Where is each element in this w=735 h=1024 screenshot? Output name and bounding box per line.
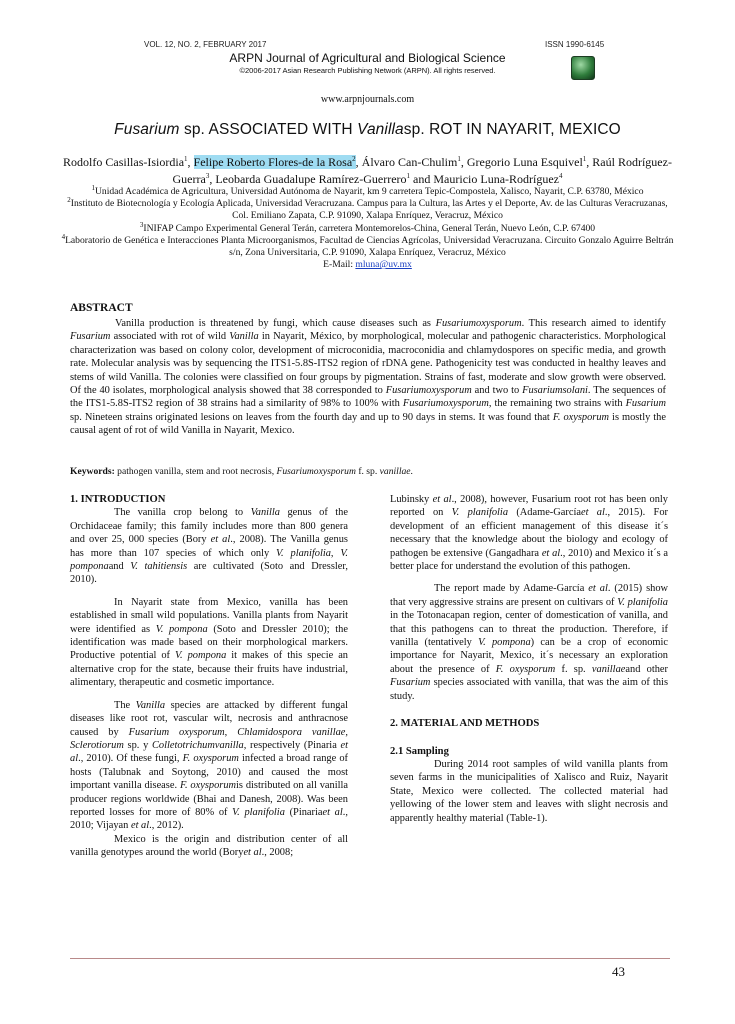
- species-name: V. pompona: [155, 623, 208, 635]
- species-name: V. planifolia: [276, 547, 331, 559]
- species-name: Fusariumoxysporum: [276, 466, 356, 477]
- text: ., 2008), however, Fusarium root rot has been only reported on: [390, 494, 668, 519]
- citation-etal: et al: [432, 494, 452, 505]
- keywords: [70, 466, 666, 477]
- species-name: Vanilla: [250, 507, 281, 519]
- text: Mexico is the origin and distribution center of all vanilla genotypes around the world (Bory: [70, 833, 348, 859]
- text: . (2015) show that very aggressive strains are present on cultivars of: [390, 583, 669, 608]
- affiliation-marker: 2: [352, 155, 356, 163]
- section-heading-methods: 2. MATERIAL AND METHODS: [390, 718, 540, 730]
- species-name: F. oxysporum: [179, 780, 237, 792]
- text: sp. Nineteen strains originated lesions on leaves from the fourth day and up to 90 days in stems. It was found that: [70, 411, 553, 423]
- text: ., 2012).: [149, 820, 184, 832]
- affiliation-marker: 1: [406, 172, 411, 180]
- species-name: V. planifolia: [232, 806, 285, 818]
- species-name: V. planifolia: [451, 507, 509, 519]
- author: Leobarda Guadalupe Ramírez-Guerrero: [215, 172, 407, 186]
- text: Vanilla production is threatened by fungi, which cause diseases such as: [115, 318, 436, 329]
- paragraph: [70, 506, 348, 586]
- text: , the remaining two strains with: [488, 398, 626, 410]
- species-name: Colletotrichumvanilla: [151, 739, 244, 751]
- author: and Mauricio Luna-Rodríguez: [413, 172, 559, 186]
- author-highlighted: [194, 155, 356, 169]
- text: species associated with vanilla, that was the aim of this study.: [390, 677, 668, 702]
- text: ., 2015). For development of an efficient management of this disease it´s necessary that the knowledge about the biology and ecology of pathogen be extensive (Gangadhara: [390, 507, 668, 559]
- text: ., 2010) and Mexico it´s a better place for understand the evolution of this pathogen.: [390, 547, 668, 573]
- text: it makes of this specie an alternative crop for the state, because their fruits have industrial, alimentary, therapeutic and cosmetic importance.: [70, 650, 349, 689]
- title-part: sp. ROT IN NAYARIT, MEXICO: [403, 121, 621, 138]
- paragraph: [390, 493, 668, 573]
- text: .: [410, 466, 413, 477]
- citation-etal: et al: [588, 583, 608, 595]
- email-link[interactable]: mluna@uv.mx: [355, 259, 412, 271]
- affiliation-marker: 1: [582, 155, 587, 163]
- author: Gregorio Luna Esquivel: [466, 155, 583, 169]
- text: f. sp.: [555, 663, 592, 675]
- abstract-heading: ABSTRACT: [70, 302, 133, 314]
- species-name: Fusariumoxysporum: [435, 318, 522, 329]
- text: pathogen vanilla, stem and root necrosis,: [114, 466, 277, 477]
- species-name: Fusarium: [70, 331, 111, 343]
- species-name: Fusariumoxysporum: [402, 398, 489, 410]
- page-number: 43: [612, 964, 625, 979]
- species-name: Fusariumsolani: [522, 385, 588, 397]
- abstract-body: [70, 317, 666, 438]
- text: genus of the Orchidaceae family; this family includes more than 800 genera and over 25, 000 species (Bory: [70, 507, 348, 546]
- text: ., 2010). Of these fungi,: [78, 753, 183, 765]
- text: ,: [345, 726, 349, 738]
- species-name: vanillae: [379, 466, 411, 477]
- text: in Nayarit, México, by morphological, molecular and pathogenic characteristics. Morphological characterization was based on colony color, development of microconidia, macroconidia and chlamydospores on specific media, and growth rate. Molecular analysis was by sequencing the ITS1-5.8S-ITS2 region of rDNA gene. Pathogenicity test was conducted in healthy leaves and stems of wild Vanilla. The colonies were classified on four groups by pigmentation. Strains of fast, moderate and slow growth were observed. Of the 40 isolates, morphological analysis showed that 38 corresponded to: [70, 331, 666, 397]
- species-name: Chlamidospora vanillae: [237, 726, 346, 738]
- text: f. sp.: [355, 466, 380, 477]
- text: The: [114, 699, 136, 711]
- citation-etal: et al: [541, 547, 561, 559]
- text: in the Totonacapan region, center of domestication of vanilla, and that this pathogens can to threat the production. Therefore, if vanilla (tentatively: [390, 610, 668, 649]
- right-column: [390, 493, 668, 825]
- author-list: Rodolfo Casillas-Isiordia$^1$, Felipe Roberto Flores-de la Rosa$^2$, Álvaro Can-Chulim$^1$, Gregorio Luna Esquivel$^1$, Raúl Rodríguez-Guerra$^3$, Leobarda Guadalupe Ramírez-Guerrero$^1$ and Mauricio Luna-Rodríguez$^4$: [63, 155, 672, 186]
- citation-etal: et al: [70, 739, 348, 765]
- text: (Soto and Dressler 2010); the identification was made based on their morphological markers. Productive potential of: [70, 623, 348, 662]
- text: species are attacked by different fungal diseases like root rot, vascular wilt, necrosis and anthracnose caused by: [70, 699, 348, 738]
- paragraph: [390, 758, 668, 825]
- subsection-heading-sampling: 2.1 Sampling: [390, 745, 449, 757]
- issn: ISSN 1990-6145: [545, 40, 605, 49]
- text: ) can be a crop of economic importance for Nayarit, Mexico, it´s necessary an exploration about the presence of: [390, 637, 668, 675]
- volume-info: VOL. 12, NO. 2, FEBRUARY 2017: [144, 40, 267, 49]
- text: (Adame-García: [508, 507, 581, 519]
- text: is distributed on all vanilla producer regions worldwide (Bhai and Danesh, 2008). Was been reported losses for more of 80% of: [70, 780, 348, 818]
- citation-etal: et al: [243, 847, 262, 859]
- author: Rodolfo Casillas-Isiordia: [63, 155, 185, 169]
- species-name: F. oxysporum: [182, 753, 239, 765]
- affiliation-4: [60, 232, 675, 259]
- text: (Pinaria: [284, 806, 323, 818]
- text: During 2014 root samples of wild vanilla plants from seven farms in the municipalities of Xalisco and Ruiz, Nayarit State, Mexico were collected. The collected material had yellowing of the lower stem and leaves with slight necrosis and apparently healthy material (Table-1).: [390, 758, 668, 824]
- text: associated with rot of wild: [110, 331, 230, 343]
- citation-etal: et al: [580, 507, 605, 519]
- paragraph: [70, 699, 348, 833]
- affiliation-text: Instituto de Biotecnología y Ecología Aplicada, Universidad Veracruzana. Campus para la Cultura, las Artes y el Deporte, Av. de las Culturas Veracruzanas, Col. Emiliano Zapata, C.P. 91090, Xalapa Enríquez, Veracruz, México: [70, 198, 668, 222]
- text: , respectively (Pinaria: [243, 739, 341, 751]
- text: ,: [224, 726, 238, 738]
- affiliation-number: 3: [139, 220, 144, 229]
- text: The report made by Adame-García: [434, 583, 589, 595]
- species-name: Sclerotiorum: [70, 739, 124, 751]
- species-name: F. oxysporum: [495, 663, 556, 675]
- text: and other: [625, 663, 668, 675]
- text: infected a broad range of hosts (Talubnak and Soytong, 2010) and caused the most important vanilla disease.: [70, 753, 348, 792]
- species-name: V. tahitiensis: [130, 561, 188, 573]
- affiliation-2: [60, 198, 675, 222]
- species-name: Fusarium oxysporum: [128, 726, 225, 738]
- affiliation-marker: 3: [205, 172, 210, 180]
- text: are cultivated (Soto and Dressler, 2010).: [70, 561, 349, 586]
- text: ,: [330, 547, 341, 559]
- paragraph: [70, 833, 348, 860]
- species-name: Vanilla: [229, 331, 259, 343]
- citation-etal: et al: [210, 534, 231, 546]
- species-name: F. oxysporum: [552, 411, 610, 423]
- copyright-line: ©2006-2017 Asian Research Publishing Network (ARPN). All rights reserved.: [239, 66, 496, 75]
- title-genus-fusarium: Fusarium: [114, 121, 180, 138]
- paragraph: [390, 582, 668, 703]
- text: ., 2008;: [261, 847, 294, 859]
- affiliation-marker: 1: [184, 155, 188, 163]
- affiliations: [60, 183, 675, 271]
- website-url[interactable]: www.arpnjournals.com: [320, 94, 415, 105]
- affiliation-number: 1: [91, 183, 95, 192]
- species-name: Fusarium: [390, 677, 431, 689]
- title-genus-vanilla: Vanilla: [357, 121, 404, 138]
- species-name: V. pompona: [70, 547, 348, 573]
- email-line: [60, 259, 675, 271]
- affiliation-number: 4: [61, 232, 66, 241]
- affiliation-text: INIFAP Campo Experimental General Terán, carretera Montemorelos-China, General Terán, Nuevo León, C.P. 67400: [143, 222, 596, 234]
- species-name: V. pompona: [478, 637, 531, 649]
- species-name: Vanilla: [135, 699, 166, 711]
- text: Lubinsky: [390, 494, 433, 505]
- species-name: Fusarium: [625, 398, 666, 410]
- text: and: [108, 561, 131, 573]
- title-part: sp. ASSOCIATED WITH: [179, 121, 358, 138]
- affiliation-number: 2: [67, 196, 71, 205]
- paper-title: [40, 121, 695, 139]
- author: Álvaro Can-Chulim: [361, 155, 458, 169]
- affiliation-text: Unidad Académica de Agricultura, Universidad Autónoma de Nayarit, km 9 carretera Tepic-Compostela, Xalisco, Nayarit, C.P. 63780, México: [94, 186, 644, 197]
- author: Raúl Rodríguez-Guerra: [172, 155, 672, 186]
- affiliation-marker: 1: [457, 155, 461, 163]
- footer-rule: [70, 958, 670, 959]
- text: ., 2010; Vijayan: [70, 806, 348, 832]
- keywords-label: Keywords:: [70, 466, 115, 477]
- text: ., 2008). The Vanilla genus has more than 107 species of which only: [70, 534, 348, 559]
- text: sp. y: [123, 739, 152, 751]
- text: The vanilla crop belong to: [114, 507, 251, 519]
- text: . This research aimed to identify: [521, 318, 666, 329]
- text: In Nayarit state from Mexico, vanilla has been established in small wild populations. Vanilla plants from Nayarit were identified as: [70, 596, 348, 635]
- email-label: E-Mail:: [323, 259, 356, 271]
- left-column: [70, 493, 348, 860]
- text: is mostly the causal agent of rot of wild Vanilla in Nayarit, Mexico.: [70, 411, 666, 437]
- arpn-globe-logo-icon: [571, 56, 595, 80]
- paragraph: [70, 596, 348, 690]
- affiliation-3: [60, 220, 675, 235]
- affiliation-marker: 4: [559, 172, 563, 180]
- text: and two to: [471, 385, 523, 397]
- affiliation-text: Laboratorio de Genética e Interacciones Planta Microorganismos, Facultad de Ciencias Agrícolas, Universidad Veracruzana. Circuito Gonzalo Aguirre Beltrán s/n, Zona Universitaria, C.P. 91090, Xalapa Enríquez, Veracruz, México: [65, 234, 674, 259]
- species-name: Fusariumoxysporum: [385, 385, 472, 397]
- affiliation-1: [60, 183, 675, 198]
- species-name: V. pompona: [175, 650, 227, 662]
- species-name: vanillae: [591, 663, 626, 675]
- section-heading-introduction: 1. INTRODUCTION: [70, 494, 166, 505]
- author: Felipe Roberto Flores-de la Rosa: [193, 155, 353, 169]
- text: . The sequences of the ITS1-5.8S-ITS2 region of 38 strains had a similarity of 98% to 100% with: [70, 385, 667, 410]
- species-name: V. planifolia: [617, 596, 668, 608]
- citation-etal: et al: [130, 820, 150, 832]
- citation-etal: et al: [322, 806, 343, 818]
- journal-name: ARPN Journal of Agricultural and Biological Science: [229, 51, 506, 65]
